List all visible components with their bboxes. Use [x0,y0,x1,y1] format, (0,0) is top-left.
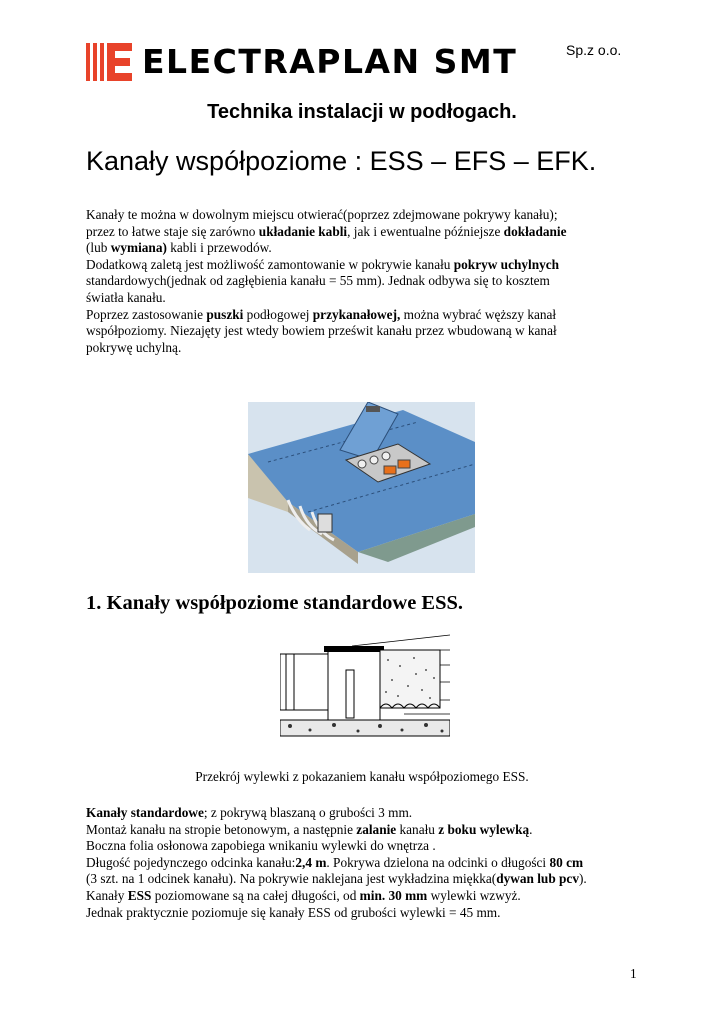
spec-text-run: . Pokrywa dzielona na odcinki o długości [326,854,550,870]
page-number: 1 [630,966,637,981]
spec-paragraph [86,805,646,921]
spec-text-run: . [529,821,533,837]
spec-text-run: Montaż kanału na stropie betonowym, a następnie [86,821,357,837]
spec-text-run: dywan lub pcv [496,871,579,887]
spec-text-run: wylewki wzwyż. [427,887,521,903]
intro-text-run: standardowych(jednak od zagłębienia kanału = 55 mm). Jednak odbywa się to kosztem [86,273,550,289]
spec-text-run: Kanały [86,887,128,903]
floor-box-photo-illustration [248,402,475,573]
electraplan-logo-icon [86,43,132,81]
intro-text-run: podłogowej [243,306,313,322]
intro-text-run: puszki [206,306,244,322]
intro-text-run: współpoziomy. Niezajęty jest wtedy bowiem prześwit kanału przez wbudowaną w kanał [86,323,557,339]
intro-text-run: przykanałowej, [312,306,401,322]
brand-name: ELECTRAPLAN SMT [142,42,518,81]
intro-text-run: układanie kabli [258,223,348,239]
cross-section-drawing [280,630,450,751]
drawing-caption: Przekrój wylewki z pokazaniem kanału współpoziomego ESS. [195,769,529,784]
page-subtitle: Technika instalacji w podłogach. [207,101,517,123]
spec-text-run: z boku wylewką [438,821,530,837]
intro-text-run: Poprzez zastosowanie [86,306,207,322]
spec-text-run: Boczna folia osłonowa zapobiega wnikaniu wylewki do wnętrza . [86,838,436,854]
spec-text-run: zalanie [356,821,397,837]
spec-text-run: ). [579,871,587,887]
spec-text-run: Jednak praktycznie poziomuje się kanały ESS od grubości wylewki = 45 mm. [86,904,501,920]
intro-text-run: można wybrać węższy kanał [400,306,557,322]
intro-text-run: wymiana) [110,240,167,256]
spec-text-run: 2,4 m [295,854,327,870]
intro-text-run: Dodatkową zaletą jest możliwość zamontowanie w pokrywie kanału [86,256,454,272]
intro-text-run: przez to łatwe staje się zarówno [86,223,259,239]
intro-text-run: światła kanału. [86,289,166,305]
intro-text-run: Kanały te można w dowolnym miejscu otwierać(poprzez zdejmowane pokrywy kanału); [86,207,558,222]
section-heading: 1. Kanały współpoziome standardowe ESS. [86,592,464,614]
spec-text-run: min. 30 mm [359,887,428,903]
intro-paragraph [86,207,646,356]
spec-text-run: ; z pokrywą blaszaną o grubości 3 mm. [203,805,413,820]
intro-text-run: kabli i przewodów. [166,240,272,256]
intro-text-run: pokrywę uchylną. [86,339,182,355]
spec-text-run: kanału [396,821,439,837]
spec-text-run: Długość pojedynczego odcinka kanału: [86,854,296,870]
spec-text-run: poziomowane są na całej długości, od [151,887,360,903]
page-title: Kanały współpoziome : ESS – EFS – EFK. [86,146,597,176]
intro-text-run: (lub [86,240,111,256]
spec-text-run: 80 cm [549,854,584,870]
spec-text-run: (3 szt. na 1 odcinek kanału). Na pokrywie naklejana jest wykładzina miękka( [86,871,497,887]
spec-text-run: ESS [127,887,152,903]
intro-text-run: dokładanie [503,223,567,239]
intro-text-run: , jak i ewentualne późniejsze [347,223,504,239]
brand-suffix: Sp.z o.o. [566,42,622,58]
spec-text-run: Kanały standardowe [86,805,204,820]
intro-text-run: pokryw uchylnych [453,256,560,272]
